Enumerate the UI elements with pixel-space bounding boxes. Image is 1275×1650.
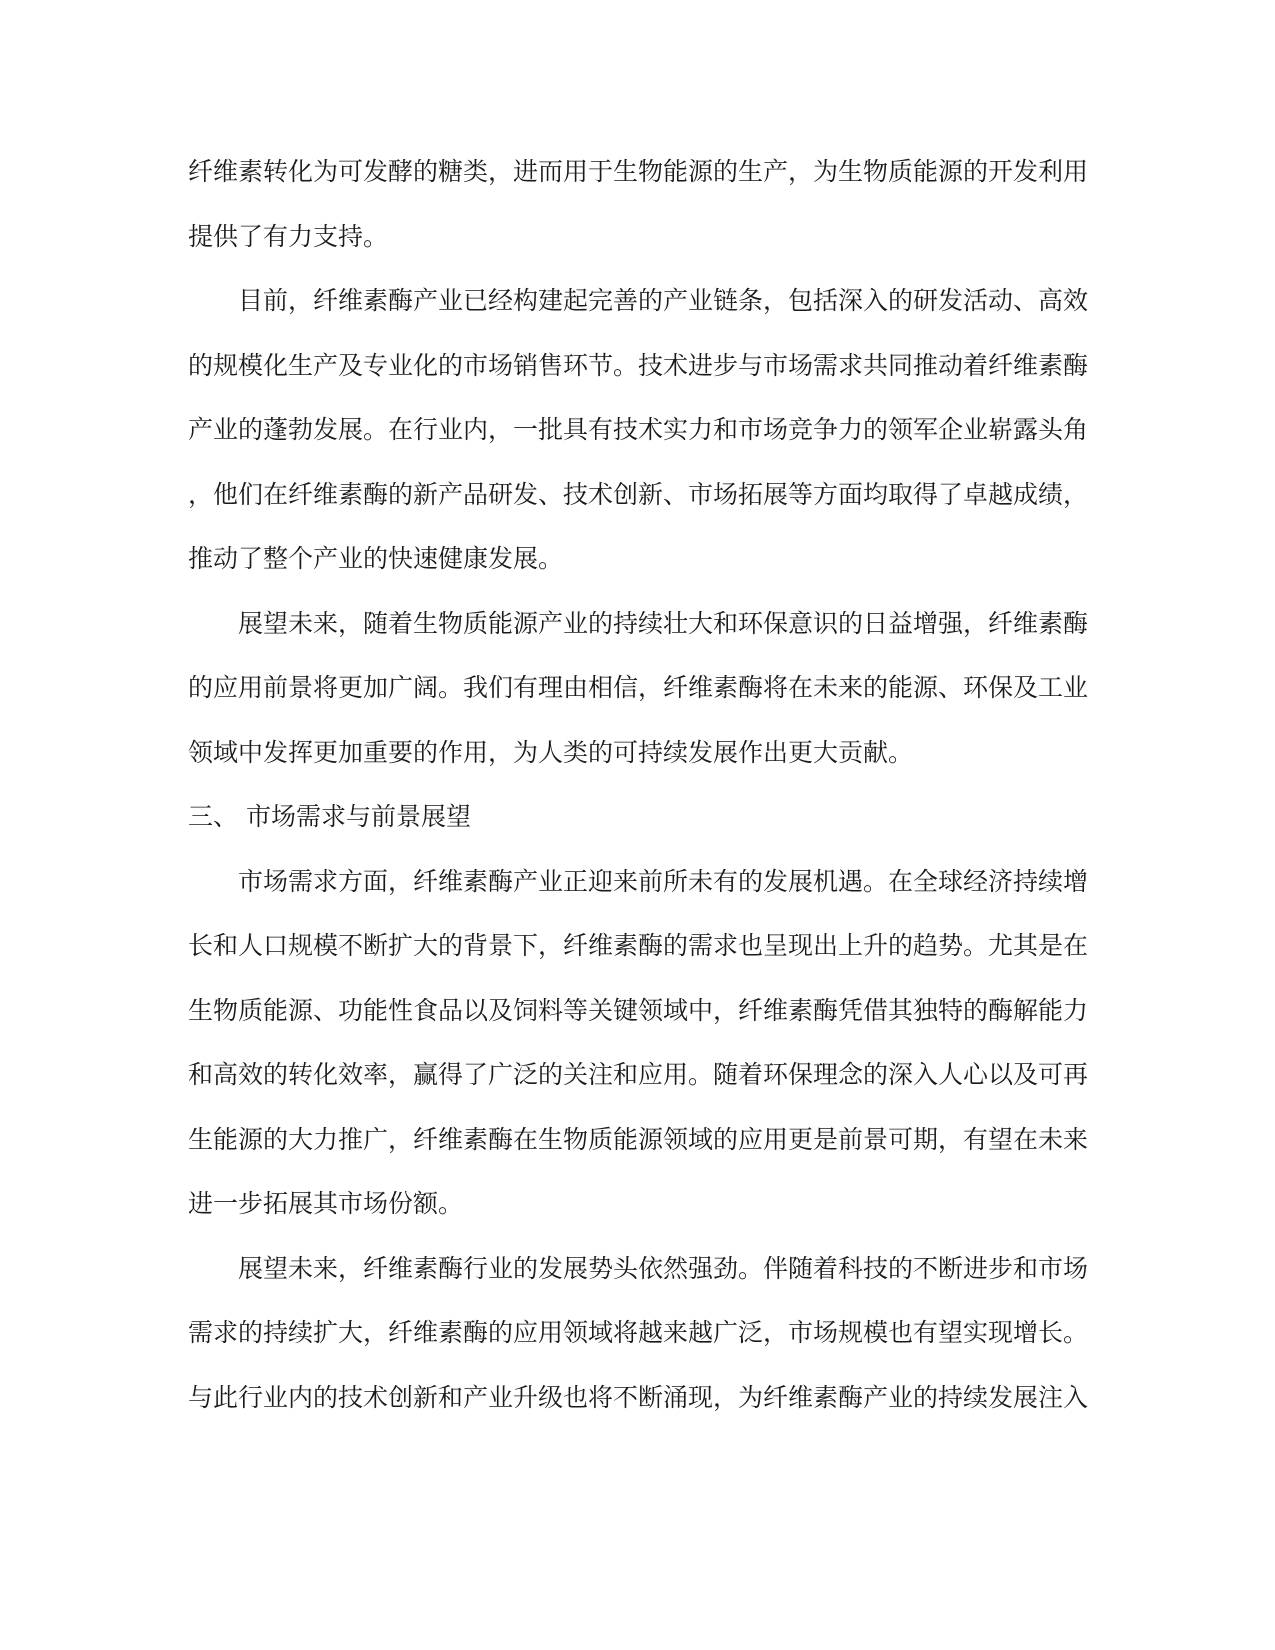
body-line: 与此行业内的技术创新和产业升级也将不断涌现，为纤维素酶产业的持续发展注入 (188, 1382, 1089, 1412)
body-line: 市场需求方面，纤维素酶产业正迎来前所未有的发展机遇。在全球经济持续增 (238, 866, 1089, 896)
body-line: 的规模化生产及专业化的市场销售环节。技术进步与市场需求共同推动着纤维素酶 (188, 350, 1089, 380)
body-line: 需求的持续扩大，纤维素酶的应用领域将越来越广泛，市场规模也有望实现增长。 (188, 1318, 1089, 1347)
body-line: 领域中发挥更加重要的作用，为人类的可持续发展作出更大贡献。 (188, 737, 914, 767)
body-line: 提供了有力支持。 (188, 221, 389, 251)
body-line: 进一步拓展其市场份额。 (188, 1189, 464, 1218)
document-body (188, 140, 1088, 1430)
body-line: 产业的蓬勃发展。在行业内，一批具有技术实力和市场竞争力的领军企业崭露头角 (188, 415, 1089, 444)
body-line: 推动了整个产业的快速健康发展。 (188, 544, 564, 573)
body-line: 和高效的转化效率，赢得了广泛的关注和应用。随着环保理念的深入人心以及可再 (188, 1060, 1089, 1089)
body-line: ，他们在纤维素酶的新产品研发、技术创新、市场拓展等方面均取得了卓越成绩， (188, 479, 1089, 509)
body-line: 生物质能源、功能性食品以及饲料等关键领域中，纤维素酶凭借其独特的酶解能力 (188, 995, 1089, 1025)
body-line: 展望未来，纤维素酶行业的发展势头依然强劲。伴随着科技的不断进步和市场 (238, 1253, 1089, 1283)
body-line: 展望未来，随着生物质能源产业的持续壮大和环保意识的日益增强，纤维素酶 (238, 608, 1089, 638)
body-line: 长和人口规模不断扩大的背景下，纤维素酶的需求也呈现出上升的趋势。尤其是在 (188, 931, 1089, 960)
body-line: 生能源的大力推广，纤维素酶在生物质能源领域的应用更是前景可期，有望在未来 (188, 1124, 1089, 1154)
body-line: 纤维素转化为可发酵的糖类，进而用于生物能源的生产，为生物质能源的开发利用 (188, 157, 1089, 186)
body-line: 的应用前景将更加广阔。我们有理由相信，纤维素酶将在未来的能源、环保及工业 (188, 673, 1089, 702)
body-line: 目前，纤维素酶产业已经构建起完善的产业链条，包括深入的研发活动、高效 (238, 286, 1089, 315)
section-heading: 三、 市场需求与前景展望 (188, 802, 471, 831)
